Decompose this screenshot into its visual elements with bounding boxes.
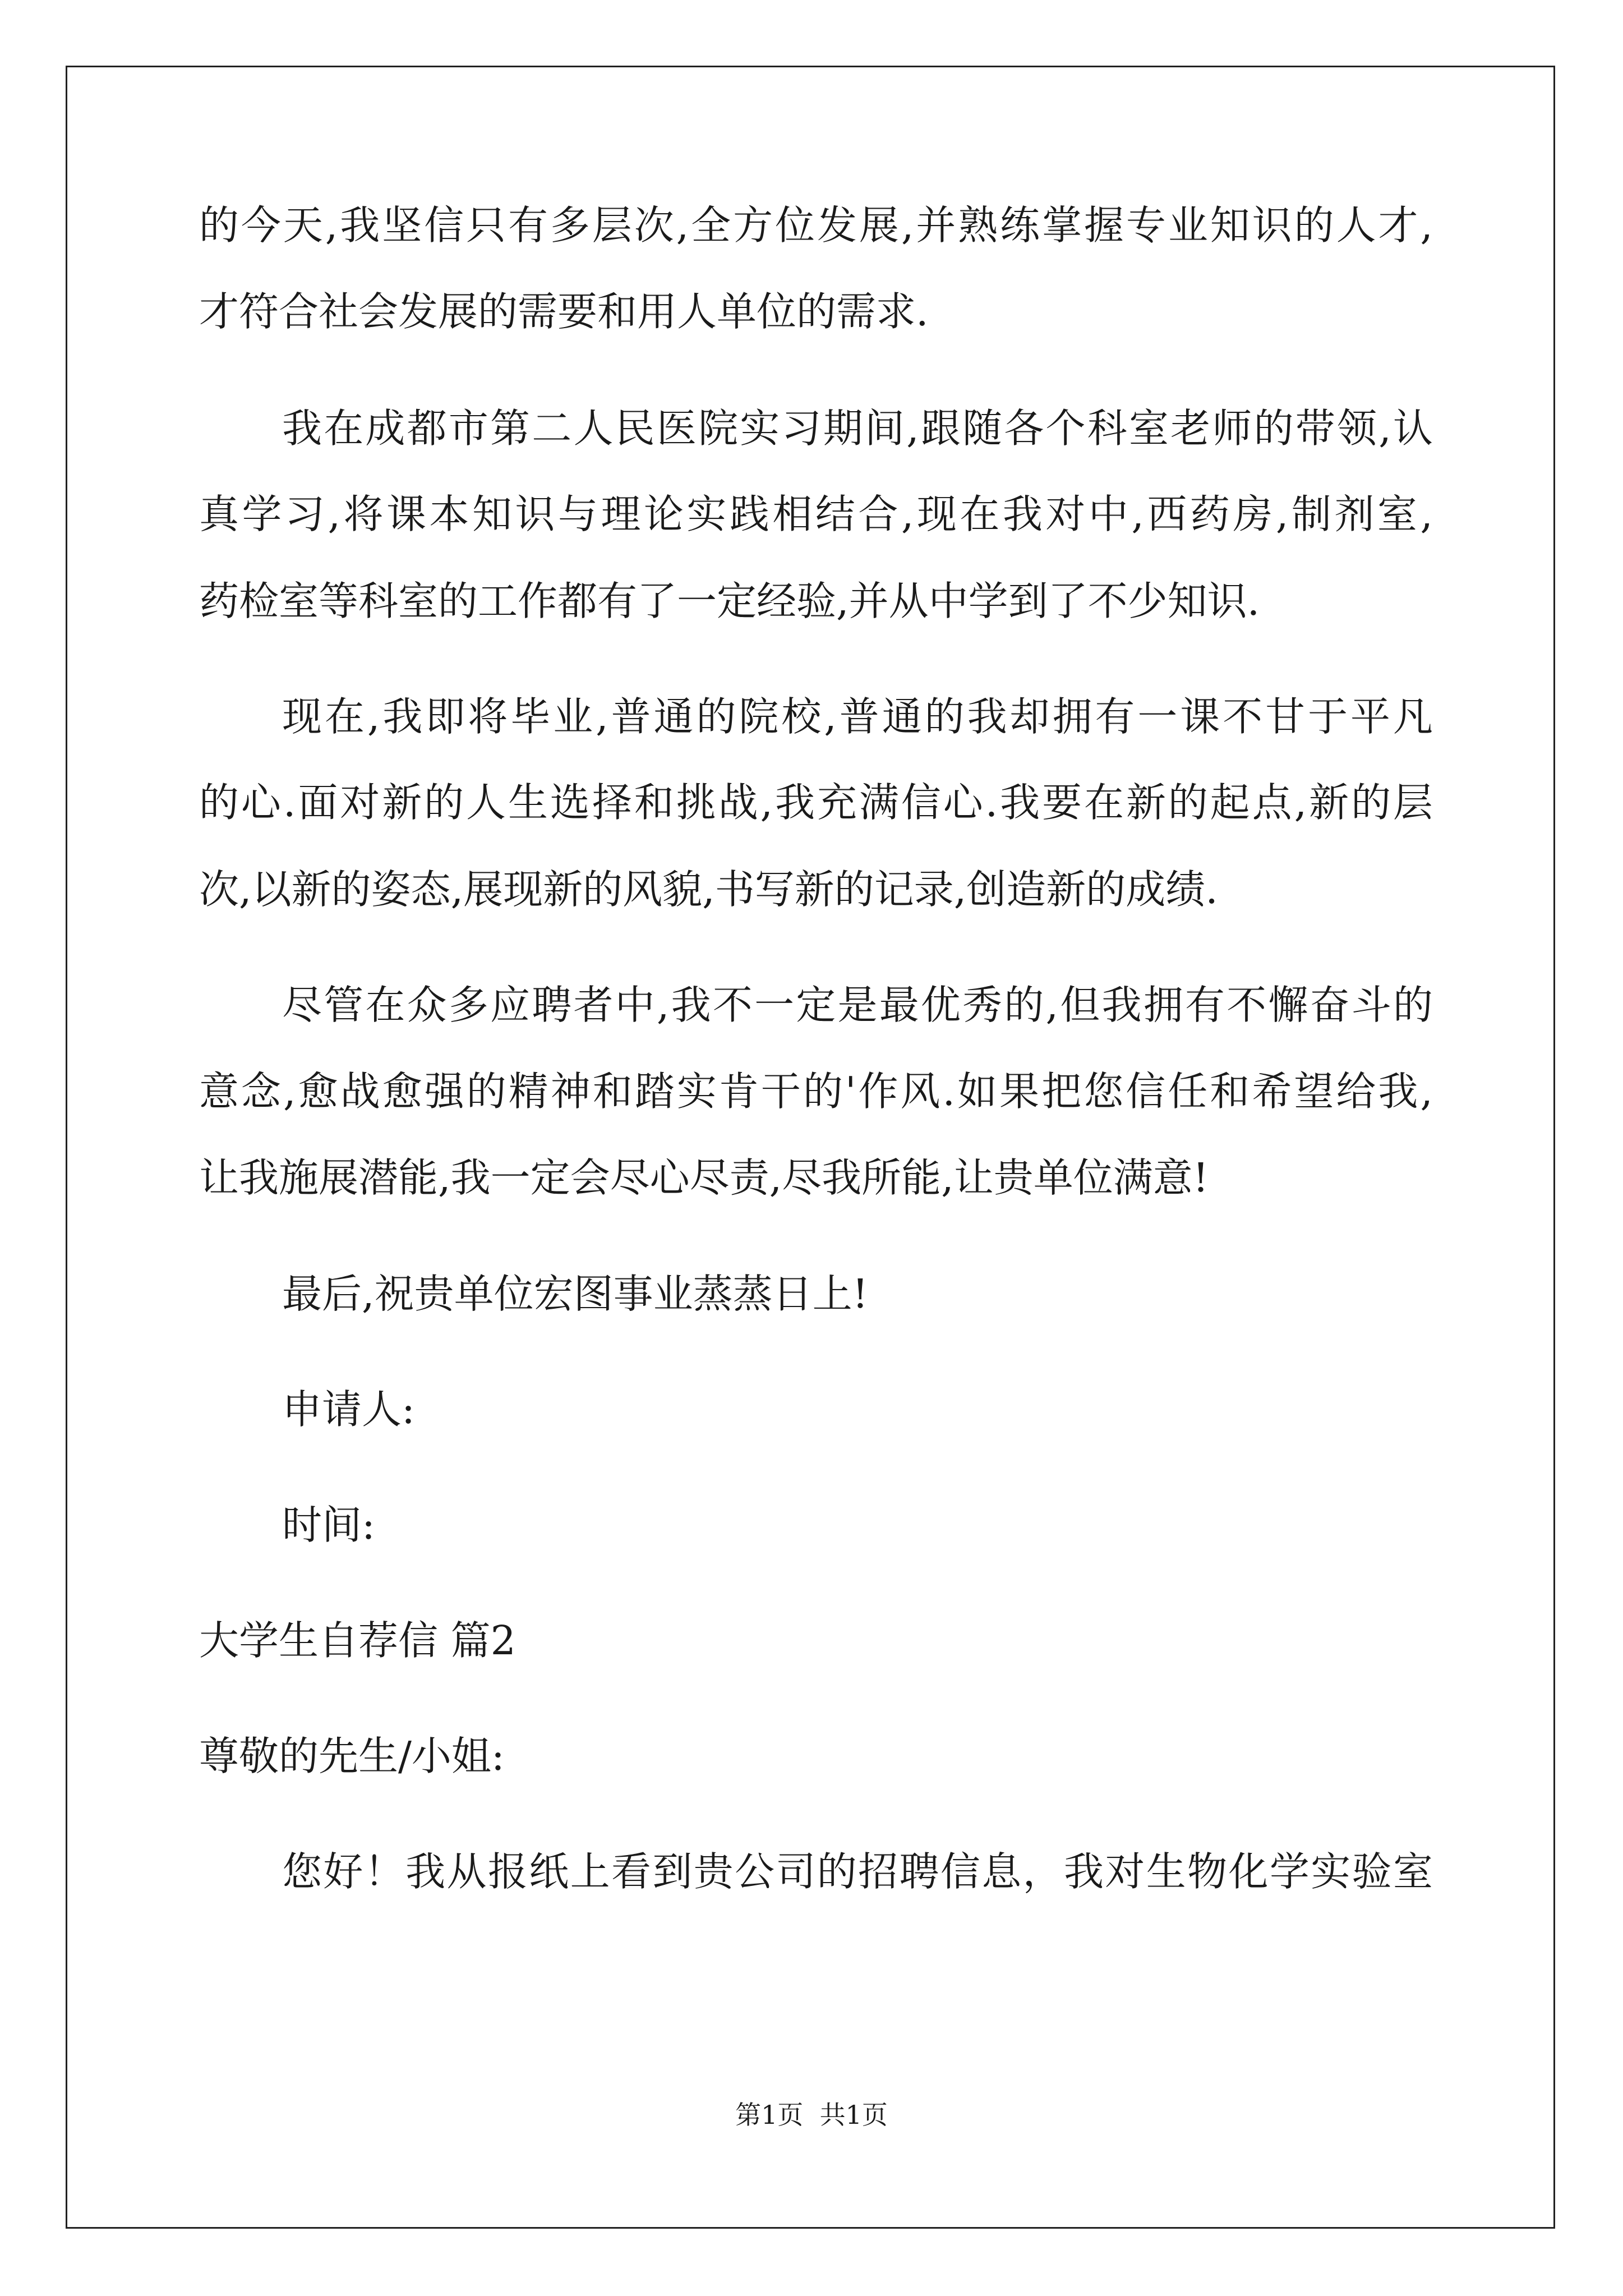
paragraph-line: 真学习,将课本知识与理论实践相结合,现在我对中,西药房,制剂室, xyxy=(199,491,1433,537)
applicant-label: 申请人: xyxy=(282,1386,415,1433)
paragraph-line: 让我施展潜能,我一定会尽心尽责,尽我所能,让贵单位满意! xyxy=(199,1154,1209,1201)
paragraph-line: 意念,愈战愈强的精神和踏实肯干的'作风.如果把您信任和希望给我, xyxy=(199,1068,1433,1115)
date-label: 时间: xyxy=(282,1502,375,1548)
paragraph-line: 尽管在众多应聘者中,我不一定是最优秀的,但我拥有不懈奋斗的 xyxy=(282,982,1433,1028)
salutation: 尊敬的先生/小姐: xyxy=(199,1733,505,1779)
paragraph-line: 的心.面对新的人生选择和挑战,我充满信心.我要在新的起点,新的层 xyxy=(199,779,1433,826)
section-heading: 大学生自荐信 篇2 xyxy=(199,1617,516,1664)
paragraph-line: 我在成都市第二人民医院实习期间,跟随各个科室老师的带领,认 xyxy=(282,405,1433,452)
paragraph-line: 才符合社会发展的需要和用人单位的需求. xyxy=(199,288,929,335)
closing-wish: 最后,祝贵单位宏图事业蒸蒸日上! xyxy=(282,1271,869,1317)
paragraph-line: 的今天,我坚信只有多层次,全方位发展,并熟练掌握专业知识的人才, xyxy=(199,202,1433,249)
paragraph-line: 药检室等科室的工作都有了一定经验,并从中学到了不少知识. xyxy=(199,578,1260,624)
page-border xyxy=(66,66,1555,2229)
paragraph-line: 现在,我即将毕业,普通的院校,普通的我却拥有一课不甘于平凡 xyxy=(282,693,1433,740)
paragraph-line: 您好！我从报纸上看到贵公司的招聘信息，我对生物化学实验室 xyxy=(282,1848,1433,1895)
page-number-footer: 第1页 共1页 xyxy=(735,2100,888,2130)
paragraph-line: 次,以新的姿态,展现新的风貌,书写新的记录,创造新的成绩. xyxy=(199,866,1218,913)
